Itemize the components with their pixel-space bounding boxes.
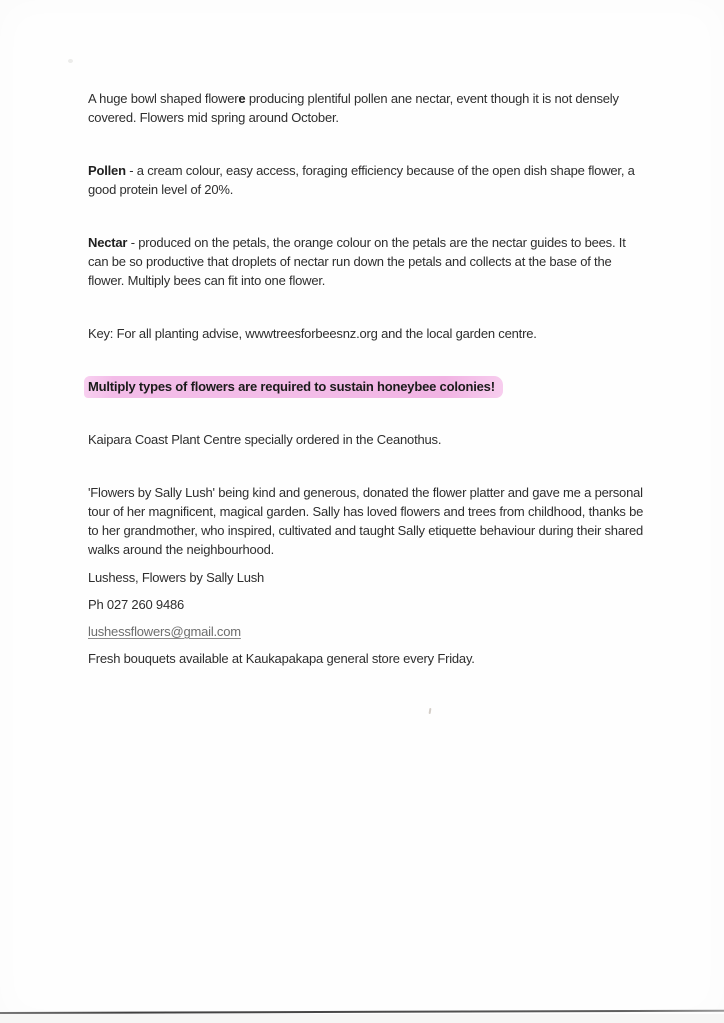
intro-text-post: producing plentiful pollen ane nectar, event though it is not densely covered. Flowers mid spring around October. (88, 91, 619, 125)
highlight-mark: Multiply types of flowers are required to sustain honeybee colonies! (84, 376, 503, 398)
scan-artifact-speck (68, 59, 73, 63)
paragraph-nectar (88, 233, 644, 290)
document-content (88, 89, 644, 676)
intro-text-pre: A huge bowl shaped flower (88, 91, 239, 106)
availability-line: Fresh bouquets available at Kaukapakapa general store every Friday. (88, 651, 475, 666)
nectar-text: - produced on the petals, the orange colour on the petals are the nectar guides to bees. It can be so productive that droplets of nectar run down the petals and collects at the base of the flower. Multiply bees can fit into one flower. (88, 235, 626, 288)
highlighted-statement (88, 377, 644, 396)
scanner-background-strip (0, 1014, 724, 1023)
paragraph-kaipara: Kaipara Coast Plant Centre specially ordered in the Ceanothus. (88, 432, 442, 447)
email-link: lushessflowers@gmail.com (88, 624, 241, 639)
intro-bold-char: e (238, 91, 246, 106)
paragraph-sally-lush: 'Flowers by Sally Lush' being kind and generous, donated the flower platter and gave me a personal tour of her magnificent, magical garden. Sally has loved flowers and trees from childhood, thanks be to her grandmother, who inspired, cultivated and taught Sally etiquette behaviour during their shared walks around the neighbourhood. (88, 485, 644, 557)
paragraph-key: Key: For all planting advise, wwwtreesforbeesnz.org and the local garden centre. (88, 326, 537, 341)
phone-line: Ph 027 260 9486 (88, 597, 185, 612)
email-line (88, 622, 644, 641)
nectar-label: Nectar (88, 235, 128, 250)
scan-artifact-mark (429, 708, 432, 714)
paragraph-intro (88, 89, 644, 127)
pollen-label: Pollen (88, 163, 126, 178)
pollen-text: - a cream colour, easy access, foraging efficiency because of the open dish shape flower, a good protein level of 20%. (88, 163, 635, 197)
paragraph-pollen (88, 161, 644, 199)
signature-line: Lushess, Flowers by Sally Lush (88, 570, 265, 585)
